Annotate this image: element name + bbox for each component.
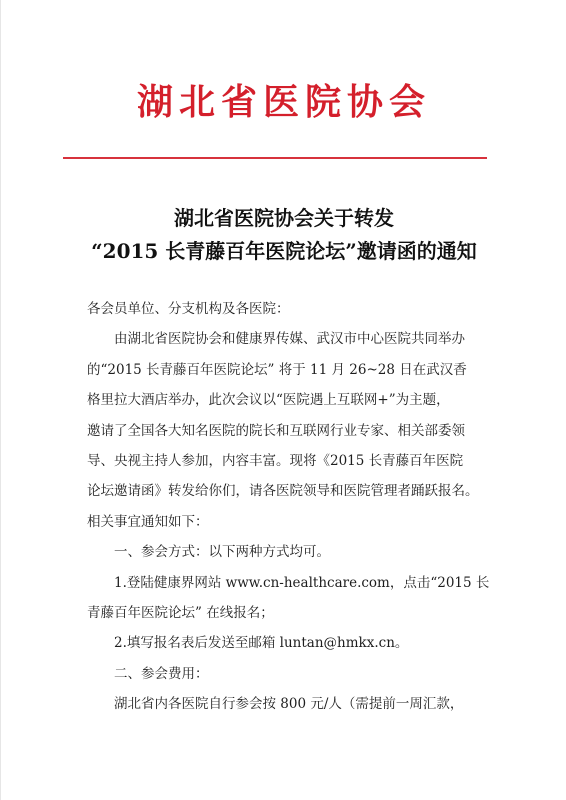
section-heading-attendance: 一、参会方式：以下两种方式均可。 [114, 544, 330, 561]
notice-title-line-2: “2015 长青藤百年医院论坛”邀请函的通知 [91, 239, 477, 263]
section-heading-fees: 二、参会费用： [114, 665, 209, 682]
paragraph-intro [87, 324, 507, 537]
salutation: 各会员单位、分支机构及各医院： [87, 301, 290, 317]
letterhead-divider [63, 157, 487, 159]
paragraph-line: 格里拉大酒店举办，此次会议以“医院遇上互联网+”为主题， [87, 392, 450, 409]
list-item-online-registration [87, 568, 507, 629]
paragraph-line: 青藤百年医院论坛” 在线报名； [87, 604, 274, 621]
notice-body [87, 294, 507, 719]
paragraph-line: 1.登陆健康界网站 www.cn-healthcare.com，点击“2015 长 [114, 574, 490, 591]
paragraph-line: 论坛邀请函》转发给你们，请各医院领导和医院管理者踊跃报名。 [87, 483, 479, 500]
paragraph-line: 相关事宜通知如下： [87, 513, 209, 530]
paragraph-line: 导、央视主持人参加，内容丰富。现将《2015 长青藤百年医院 [87, 452, 464, 469]
notice-title-line-1: 湖北省医院协会关于转发 [174, 206, 394, 230]
letterhead-org-name: 湖北省医院协会 [136, 81, 431, 123]
fee-line: 湖北省内各医院自行参会按 800 元/人（需提前一周汇款， [114, 696, 464, 713]
paragraph-line: 由湖北省医院协会和健康界传媒、武汉市中心医院共同举办 [114, 331, 465, 348]
list-item-email-registration: 2.填写报名表后发送至邮箱 luntan@hmkx.cn。 [114, 635, 409, 652]
paragraph-line: 的“2015 长青藤百年医院论坛” 将于 11 月 26~28 日在武汉香 [87, 361, 467, 378]
paragraph-line: 邀请了全国各大知名医院的院长和互联网行业专家、相关部委领 [87, 422, 465, 439]
notice-title [1, 202, 566, 268]
